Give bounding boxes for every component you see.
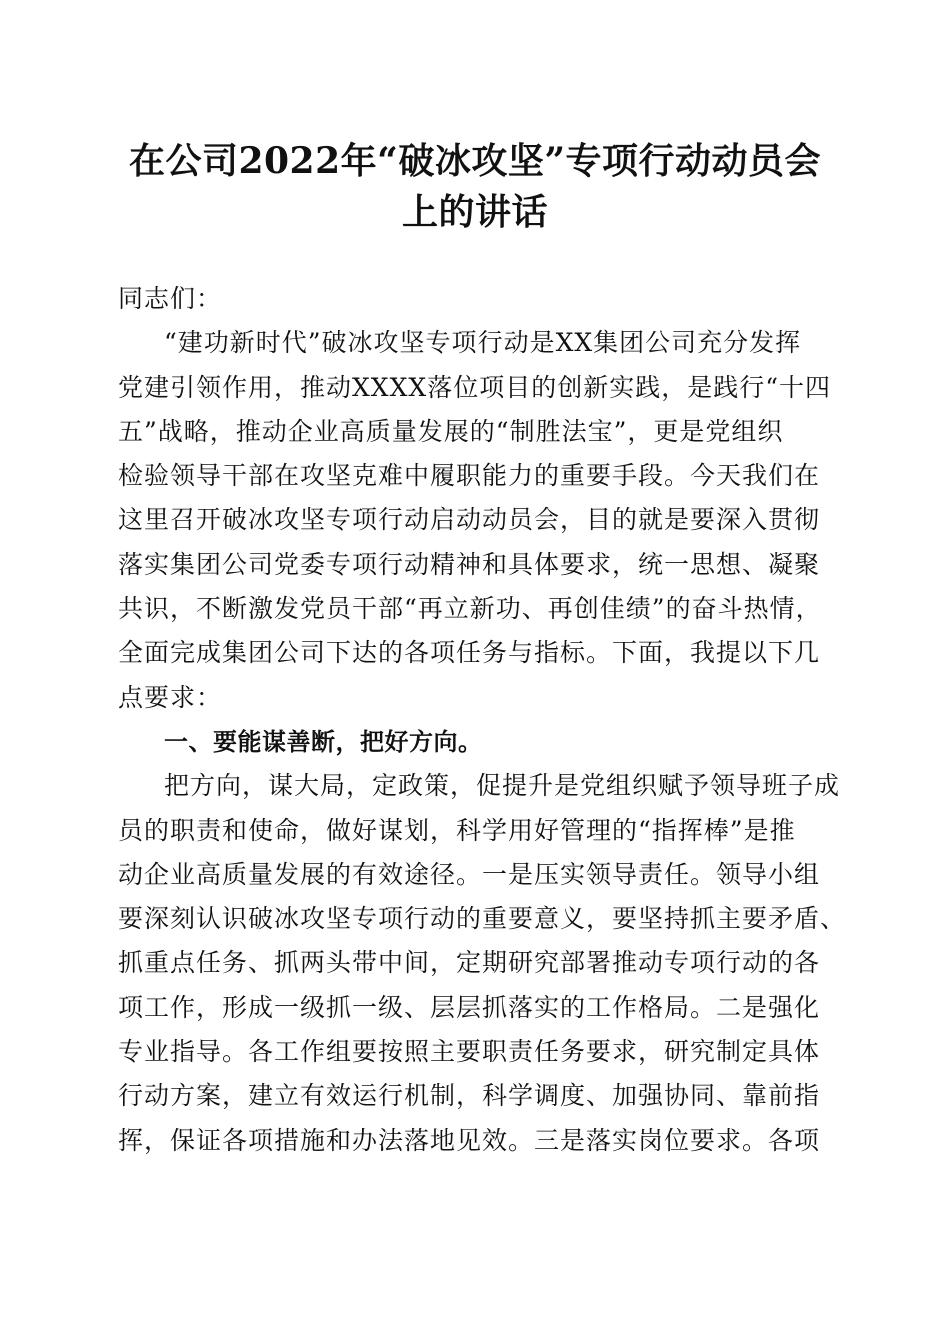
speech-body	[118, 277, 847, 1163]
title-line-1: 在公司2022年“破冰攻坚”专项行动动员会	[128, 140, 822, 182]
paragraph-1-line: 共识，不断激发党员干部“再立新功、再创佳绩”的奋斗热情，	[118, 594, 822, 624]
paragraph-1-line: 这里召开破冰攻坚专项行动启动动员会，目的就是要深入贯彻	[118, 505, 821, 535]
section-heading-1: 一、要能谋善断，把好方向。	[164, 727, 483, 756]
paragraph-2-line: 专业指导。各工作组要按照主要职责任务要求，研究制定具体	[118, 1037, 821, 1067]
paragraph-1-line: 全面完成集团公司下达的各项任务与指标。下面，我提以下几	[118, 638, 821, 668]
paragraph-2-line: 抓重点任务、抓两头带中间，定期研究部署推动专项行动的各	[118, 948, 821, 978]
salutation: 同志们：	[118, 284, 223, 313]
paragraph-2-line: 动企业高质量发展的有效途径。一是压实领导责任。领导小组	[118, 859, 821, 889]
paragraph-2-line: 行动方案，建立有效运行机制，科学调度、加强协同、靠前指	[118, 1081, 821, 1111]
paragraph-2-line: 要深刻认识破冰攻坚专项行动的重要意义，要坚持抓主要矛盾、	[118, 904, 847, 934]
paragraph-1-line: “建功新时代”破冰攻坚专项行动是XX集团公司充分发挥	[164, 328, 802, 358]
paragraph-1-line: 五”战略，推动企业高质量发展的“制胜法宝”，更是党组织	[118, 416, 784, 446]
title-line-2: 上的讲话	[401, 191, 548, 233]
speech-title	[110, 136, 840, 238]
paragraph-1-line: 点要求：	[118, 682, 223, 712]
paragraph-1-line: 检验领导干部在攻坚克难中履职能力的重要手段。今天我们在	[118, 461, 821, 491]
paragraph-1-line: 落实集团公司党委专项行动精神和具体要求，统一思想、凝聚	[118, 549, 821, 579]
paragraph-1-line: 党建引领作用，推动XXXX落位项目的创新实践，是践行“十四	[118, 372, 831, 402]
paragraph-2-line: 项工作，形成一级抓一级、层层抓落实的工作格局。二是强化	[118, 992, 821, 1022]
paragraph-2-line: 把方向，谋大局，定政策，促提升是党组织赋予领导班子成	[164, 771, 841, 801]
paragraph-2-line: 员的职责和使命，做好谋划，科学用好管理的“指挥棒”是推	[118, 815, 796, 845]
paragraph-2-line: 挥，保证各项措施和办法落地见效。三是落实岗位要求。各项	[118, 1125, 821, 1155]
